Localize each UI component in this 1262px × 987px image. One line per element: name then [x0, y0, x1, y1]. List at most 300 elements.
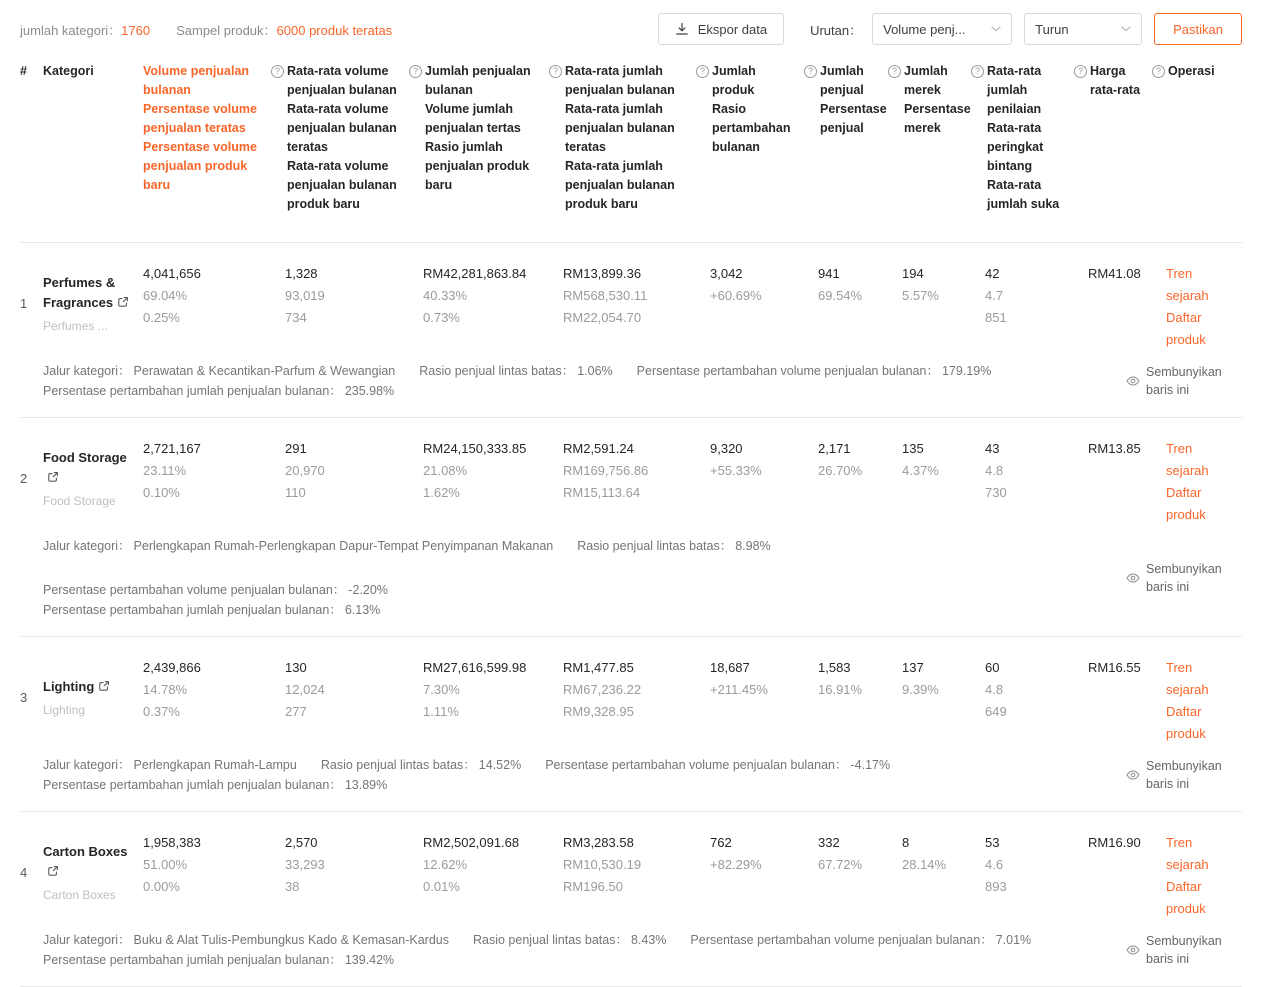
cell-jumlah-penjual [804, 826, 888, 920]
footer-value: 8.98% [735, 539, 771, 553]
cell-volume-penjualan [143, 432, 271, 526]
header-volume-penjualan[interactable] [143, 62, 271, 214]
row-main [20, 432, 1242, 526]
value-secondary: +60.69% [710, 288, 762, 303]
header-penilaian[interactable] [971, 62, 1074, 214]
cell-jumlah-merek [888, 257, 971, 351]
category-cell [43, 826, 143, 920]
cell-harga [1074, 651, 1152, 745]
value-secondary: 0.37% [143, 704, 180, 719]
cell-rata-jumlah [549, 257, 696, 351]
row-index: 3 [20, 690, 28, 705]
value-secondary: 4.8 [985, 463, 1004, 478]
value-primary: 194 [902, 266, 924, 281]
category-link[interactable] [43, 677, 133, 698]
value-secondary: 893 [985, 879, 1007, 894]
hide-row-label: Sembunyikan baris ini [1146, 562, 1222, 594]
header-metric[interactable]: Rata-rata jumlah penilaian [987, 64, 1042, 116]
cell-jumlah-penjual [804, 651, 888, 745]
cell-jumlah-penjualan [409, 257, 549, 351]
category-path [43, 755, 297, 775]
cross-border-seller-ratio [419, 361, 612, 381]
value-secondary: 12,024 [285, 682, 325, 697]
value-primary: RM13.85 [1088, 441, 1141, 456]
value-secondary: 4.8 [985, 682, 1004, 697]
value-primary: 3,042 [710, 266, 743, 281]
header-jumlah-penjual[interactable] [804, 62, 888, 214]
chevron-down-icon [1121, 26, 1131, 32]
header-metric[interactable]: Persentase merek [904, 102, 971, 135]
footer-value: 235.98% [344, 384, 395, 398]
cell-operasi [1152, 432, 1242, 526]
row-footer-info [43, 361, 1126, 401]
cell-jumlah-penjual [804, 257, 888, 351]
value-secondary: 0.01% [423, 879, 460, 894]
category-count-value: 1760 [121, 22, 151, 38]
cell-penilaian [971, 257, 1074, 351]
cell-rata-jumlah [549, 826, 696, 920]
header-metric[interactable]: Volume jumlah penjualan tertas [425, 102, 521, 135]
cell-volume-penjualan [143, 257, 271, 351]
value-primary: 941 [818, 266, 840, 281]
row-footer-info [43, 755, 1126, 795]
value-secondary: RM9,328.95 [563, 704, 634, 719]
table-row [20, 637, 1242, 812]
category-cell [43, 432, 143, 526]
header-metric[interactable]: Jumlah penjual [820, 64, 864, 97]
sort-field-select[interactable] [872, 13, 1012, 45]
category-count-label: jumlah kategori： [20, 22, 122, 38]
header-metric[interactable]: Persentase volume penjualan produk baru [143, 140, 257, 192]
footer-value: -4.17% [850, 758, 891, 772]
header-label: Kategori [43, 64, 94, 78]
value-secondary: 649 [985, 704, 1007, 719]
category-name[interactable]: Carton Boxes [43, 843, 128, 859]
value-primary: 4,041,656 [143, 266, 201, 281]
hide-row-label: Sembunyikan baris ini [1146, 934, 1222, 966]
product-list-link[interactable]: Daftar produk [1166, 704, 1206, 741]
category-name[interactable]: Perfumes & Fragrances [43, 274, 116, 310]
help-icon[interactable]: ? [971, 65, 984, 78]
header-metric[interactable]: Jumlah produk [712, 64, 756, 97]
trend-history-link[interactable]: Tren sejarah [1166, 660, 1209, 697]
cell-jumlah-penjualan [409, 826, 549, 920]
header-metric[interactable]: Persentase volume penjualan teratas [143, 102, 257, 135]
category-subtitle: Perfumes ... [43, 318, 108, 333]
hide-row-button[interactable] [1126, 932, 1242, 968]
footer-value: 179.19% [941, 364, 992, 378]
sample-value: 6000 produk teratas [276, 22, 393, 38]
trend-history-link[interactable]: Tren sejarah [1166, 266, 1209, 303]
footer-label: Persentase pertambahan volume penjualan bulanan： [43, 583, 346, 597]
download-icon [675, 22, 689, 36]
value-secondary: RM67,236.22 [563, 682, 642, 697]
cell-operasi [1152, 651, 1242, 745]
help-icon[interactable]: ? [271, 65, 284, 78]
help-icon[interactable]: ? [409, 65, 422, 78]
external-link-icon [47, 469, 59, 489]
footer-label: Jalur kategori： [43, 933, 131, 947]
value-secondary: 0.25% [143, 310, 180, 325]
value-secondary: 20,970 [285, 463, 325, 478]
external-link-icon [47, 863, 59, 883]
value-secondary: 69.54% [818, 288, 863, 303]
footer-label: Rasio penjual lintas batas： [577, 539, 733, 553]
cell-rata-jumlah [549, 651, 696, 745]
hide-row-button[interactable] [1126, 757, 1242, 793]
value-secondary: RM10,530.19 [563, 857, 642, 872]
cell-harga [1074, 257, 1152, 351]
header-index [20, 62, 43, 214]
row-main [20, 257, 1242, 351]
product-list-link[interactable]: Daftar produk [1166, 310, 1206, 347]
header-metric[interactable]: Jumlah penjualan bulanan [425, 64, 531, 97]
footer-label: Rasio penjual lintas batas： [320, 758, 476, 772]
header-metric[interactable]: Rata-rata jumlah penjualan bulanan [565, 64, 675, 97]
cell-volume-penjualan [143, 651, 271, 745]
cross-border-seller-ratio [577, 536, 770, 556]
value-secondary: 110 [285, 485, 306, 500]
category-link[interactable] [43, 273, 133, 314]
external-link-icon [117, 294, 129, 314]
row-index: 2 [20, 471, 28, 486]
value-primary: RM27,616,599.98 [423, 660, 527, 675]
value-primary: 9,320 [710, 441, 743, 456]
header-jumlah-merek[interactable] [888, 62, 971, 214]
category-name[interactable]: Lighting [43, 678, 95, 694]
category-name[interactable]: Food Storage [43, 449, 127, 465]
value-secondary: 5.57% [902, 288, 939, 303]
value-secondary: 21.08% [423, 463, 468, 478]
header-jumlah-penjualan[interactable] [409, 62, 549, 214]
value-primary: 2,439,866 [143, 660, 201, 675]
value-primary: 137 [902, 660, 924, 675]
value-primary: RM3,283.58 [563, 835, 634, 850]
value-secondary: 734 [285, 310, 307, 325]
footer-label: Persentase pertambahan volume penjualan bulanan： [545, 758, 848, 772]
category-link[interactable] [43, 842, 133, 883]
header-metric[interactable]: Rata-rata jumlah penjualan bulanan produk baru [565, 159, 675, 211]
category-link[interactable] [43, 448, 133, 489]
header-metric[interactable]: Rata-rata peringkat bintang [987, 121, 1044, 173]
quantity-growth [43, 775, 387, 795]
quantity-growth [43, 600, 380, 620]
header-metric[interactable]: Rata-rata jumlah suka [987, 178, 1060, 211]
eye-icon [1126, 770, 1140, 780]
value-primary: 130 [285, 660, 307, 675]
cross-border-seller-ratio [321, 755, 521, 775]
footer-value: 139.42% [344, 953, 395, 967]
value-secondary: 93,019 [285, 288, 325, 303]
quantity-growth [43, 950, 394, 970]
eye-icon [1126, 573, 1140, 583]
value-primary: RM13,899.36 [563, 266, 642, 281]
cell-harga [1074, 432, 1152, 526]
value-secondary: 277 [285, 704, 307, 719]
footer-value: 1.06% [577, 364, 613, 378]
value-secondary: 69.04% [143, 288, 188, 303]
row-main [20, 651, 1242, 745]
header-metric[interactable]: Harga rata-rata [1090, 64, 1141, 97]
cell-penilaian [971, 826, 1074, 920]
value-primary: 2,570 [285, 835, 318, 850]
product-list-link[interactable]: Daftar produk [1166, 879, 1206, 916]
volume-growth [690, 930, 1031, 950]
cell-penilaian [971, 651, 1074, 745]
trend-history-link[interactable]: Tren sejarah [1166, 835, 1209, 872]
table-row [20, 812, 1242, 987]
value-secondary: RM22,054.70 [563, 310, 642, 325]
row-footer [43, 361, 1242, 401]
external-link-icon [98, 678, 110, 698]
footer-value: 14.52% [478, 758, 522, 772]
footer-value: -2.20% [348, 583, 388, 597]
value-secondary: RM169,756.86 [563, 463, 649, 478]
row-footer [43, 930, 1242, 970]
value-secondary: 51.00% [143, 857, 188, 872]
cell-volume-penjualan [143, 826, 271, 920]
category-path [43, 930, 449, 950]
cell-jumlah-penjualan [409, 651, 549, 745]
hide-row-label: Sembunyikan baris ini [1146, 365, 1222, 397]
category-cell [43, 257, 143, 351]
footer-value: 6.13% [344, 603, 381, 617]
value-secondary: 28.14% [902, 857, 947, 872]
value-secondary: 26.70% [818, 463, 863, 478]
table-row [20, 418, 1242, 637]
sort-direction-value: Turun [1035, 21, 1069, 37]
eye-icon [1126, 376, 1140, 386]
help-icon[interactable]: ? [549, 65, 562, 78]
value-primary: RM41.08 [1088, 266, 1141, 281]
export-data-label: Ekspor data [697, 21, 768, 37]
value-primary: 135 [902, 441, 924, 456]
toolbar [20, 12, 1242, 46]
footer-label: Jalur kategori： [43, 758, 131, 772]
cell-rata-volume [271, 257, 409, 351]
category-cell [43, 651, 143, 745]
value-secondary: 4.37% [902, 463, 939, 478]
header-rata-volume[interactable] [271, 62, 409, 214]
help-icon[interactable]: ? [888, 65, 901, 78]
value-primary: 2,171 [818, 441, 851, 456]
footer-value: Buku & Alat Tulis-Pembungkus Kado & Kemasan-Kardus [133, 933, 449, 947]
cell-operasi [1152, 826, 1242, 920]
header-operasi [1152, 62, 1242, 214]
value-primary: RM42,281,863.84 [423, 266, 527, 281]
value-primary: 43 [985, 441, 1000, 456]
footer-label: Persentase pertambahan volume penjualan bulanan： [636, 364, 939, 378]
category-count-stat [20, 20, 150, 39]
value-secondary: 38 [285, 879, 300, 894]
hide-row-button[interactable] [1126, 363, 1242, 399]
value-secondary: RM568,530.11 [563, 288, 648, 303]
value-primary: 1,583 [818, 660, 851, 675]
quantity-growth [43, 381, 394, 401]
footer-label: Persentase pertambahan jumlah penjualan bulanan： [43, 778, 342, 792]
footer-label: Persentase pertambahan volume penjualan bulanan： [690, 933, 993, 947]
value-secondary: +82.29% [710, 857, 762, 872]
value-secondary: +55.33% [710, 463, 762, 478]
row-main [20, 826, 1242, 920]
hide-row-label: Sembunyikan baris ini [1146, 759, 1222, 791]
cell-harga [1074, 826, 1152, 920]
footer-label: Persentase pertambahan jumlah penjualan bulanan： [43, 953, 342, 967]
cell-jumlah-merek [888, 651, 971, 745]
value-secondary: 0.10% [143, 485, 180, 500]
help-icon[interactable]: ? [1152, 65, 1165, 78]
value-primary: RM24,150,333.85 [423, 441, 527, 456]
footer-label: Jalur kategori： [43, 539, 131, 553]
header-metric: Operasi [1168, 64, 1215, 78]
value-primary: 762 [710, 835, 732, 850]
table-body [20, 243, 1242, 987]
value-secondary: 67.72% [818, 857, 863, 872]
value-secondary: 33,293 [285, 857, 325, 872]
value-primary: RM2,502,091.68 [423, 835, 520, 850]
value-secondary: 0.00% [143, 879, 180, 894]
category-subtitle: Carton Boxes [43, 887, 116, 902]
value-primary: RM2,591.24 [563, 441, 634, 456]
cell-rata-volume [271, 826, 409, 920]
confirm-button[interactable]: Pastikan [1154, 13, 1242, 45]
header-metric[interactable]: Persentase penjual [820, 102, 887, 135]
hide-row-button[interactable] [1126, 560, 1242, 596]
row-index: 1 [20, 296, 28, 311]
value-primary: RM16.90 [1088, 835, 1141, 850]
product-list-link[interactable]: Daftar produk [1166, 485, 1206, 522]
sort-direction-select[interactable] [1024, 13, 1142, 45]
header-metric[interactable]: Rata-rata volume penjualan bulanan [287, 64, 397, 97]
category-path [43, 536, 553, 556]
volume-growth [43, 580, 388, 600]
row-footer-info [43, 536, 1126, 620]
value-secondary: 4.6 [985, 857, 1004, 872]
cell-jumlah-penjual [804, 432, 888, 526]
header-metric[interactable]: Rata-rata jumlah penjualan bulanan teratas [565, 102, 675, 154]
category-path [43, 361, 395, 381]
cell-operasi [1152, 257, 1242, 351]
cell-jumlah-penjualan [409, 432, 549, 526]
header-metric[interactable]: Rata-rata volume penjualan bulanan teratas [287, 102, 397, 154]
value-primary: 42 [985, 266, 1000, 281]
value-secondary: 1.62% [423, 485, 460, 500]
value-primary: 1,328 [285, 266, 318, 281]
header-kategori [43, 62, 143, 214]
cell-penilaian [971, 432, 1074, 526]
footer-value: 8.43% [630, 933, 667, 947]
trend-history-link[interactable]: Tren sejarah [1166, 441, 1209, 478]
cell-jumlah-produk [696, 651, 804, 745]
value-secondary: 0.73% [423, 310, 460, 325]
header-metric[interactable]: Rasio pertambahan bulanan [712, 102, 791, 154]
cell-rata-volume [271, 651, 409, 745]
value-secondary: 40.33% [423, 288, 468, 303]
value-secondary: +211.45% [710, 682, 768, 697]
value-primary: 8 [902, 835, 910, 850]
footer-label: Persentase pertambahan jumlah penjualan bulanan： [43, 384, 342, 398]
value-secondary: 9.39% [902, 682, 939, 697]
chevron-down-icon [991, 26, 1001, 32]
value-primary: RM16.55 [1088, 660, 1141, 675]
header-metric[interactable]: Jumlah merek [904, 64, 948, 97]
category-subtitle: Lighting [43, 702, 86, 717]
value-primary: 291 [285, 441, 307, 456]
help-icon[interactable]: ? [696, 65, 709, 78]
sort-label: Urutan： [810, 22, 863, 38]
value-primary: 60 [985, 660, 1000, 675]
value-primary: 1,958,383 [143, 835, 201, 850]
header-jumlah-produk[interactable] [696, 62, 804, 214]
value-secondary: 23.11% [143, 463, 187, 478]
footer-label: Rasio penjual lintas batas： [419, 364, 575, 378]
cross-border-seller-ratio [473, 930, 666, 950]
summary-stats [20, 20, 392, 39]
cell-jumlah-merek [888, 826, 971, 920]
help-icon[interactable]: ? [1074, 65, 1087, 78]
eye-icon [1126, 945, 1140, 955]
volume-growth [545, 755, 890, 775]
cell-rata-volume [271, 432, 409, 526]
value-secondary: 16.91% [818, 682, 863, 697]
header-metric[interactable]: Volume penjualan bulanan [143, 64, 250, 97]
cell-rata-jumlah [549, 432, 696, 526]
sample-label: Sampel produk： [176, 22, 277, 38]
value-secondary: RM15,113.64 [563, 485, 641, 500]
table-header [20, 62, 1242, 243]
value-secondary: 14.78% [143, 682, 188, 697]
header-harga[interactable] [1074, 62, 1152, 214]
footer-value: 13.89% [344, 778, 388, 792]
footer-label: Rasio penjual lintas batas： [473, 933, 628, 947]
row-footer [43, 755, 1242, 795]
footer-value: Perawatan & Kecantikan-Parfum & Wewangian [133, 364, 396, 378]
value-secondary: 851 [985, 310, 1007, 325]
value-primary: 2,721,167 [143, 441, 201, 456]
footer-label: Persentase pertambahan jumlah penjualan bulanan： [43, 603, 342, 617]
value-secondary: 7.30% [423, 682, 460, 697]
value-secondary: 12.62% [423, 857, 468, 872]
row-footer [43, 536, 1242, 620]
row-index: 4 [20, 865, 28, 880]
sample-stat [176, 20, 392, 39]
export-data-button[interactable] [658, 13, 784, 45]
cell-jumlah-merek [888, 432, 971, 526]
sort-field-value: Volume penj... [883, 21, 966, 37]
cell-jumlah-produk [696, 257, 804, 351]
value-primary: RM1,477.85 [563, 660, 634, 675]
help-icon[interactable]: ? [804, 65, 817, 78]
table-row [20, 243, 1242, 418]
header-label: # [20, 64, 27, 78]
toolbar-controls [658, 13, 1242, 45]
footer-value: Perlengkapan Rumah-Perlengkapan Dapur-Tempat Penyimpanan Makanan [133, 539, 554, 553]
value-primary: 53 [985, 835, 1000, 850]
header-rata-jumlah[interactable] [549, 62, 696, 214]
value-primary: 332 [818, 835, 840, 850]
value-secondary: 4.7 [985, 288, 1004, 303]
header-metric[interactable]: Rata-rata volume penjualan bulanan produk baru [287, 159, 397, 211]
header-metric[interactable]: Rasio jumlah penjualan produk baru [425, 140, 530, 192]
footer-value: Perlengkapan Rumah-Lampu [133, 758, 297, 772]
value-primary: 18,687 [710, 660, 750, 675]
cell-jumlah-produk [696, 826, 804, 920]
footer-value: 7.01% [995, 933, 1032, 947]
footer-label: Jalur kategori： [43, 364, 131, 378]
category-subtitle: Food Storage [43, 493, 116, 508]
value-secondary: RM196.50 [563, 879, 623, 894]
row-footer-info [43, 930, 1126, 970]
